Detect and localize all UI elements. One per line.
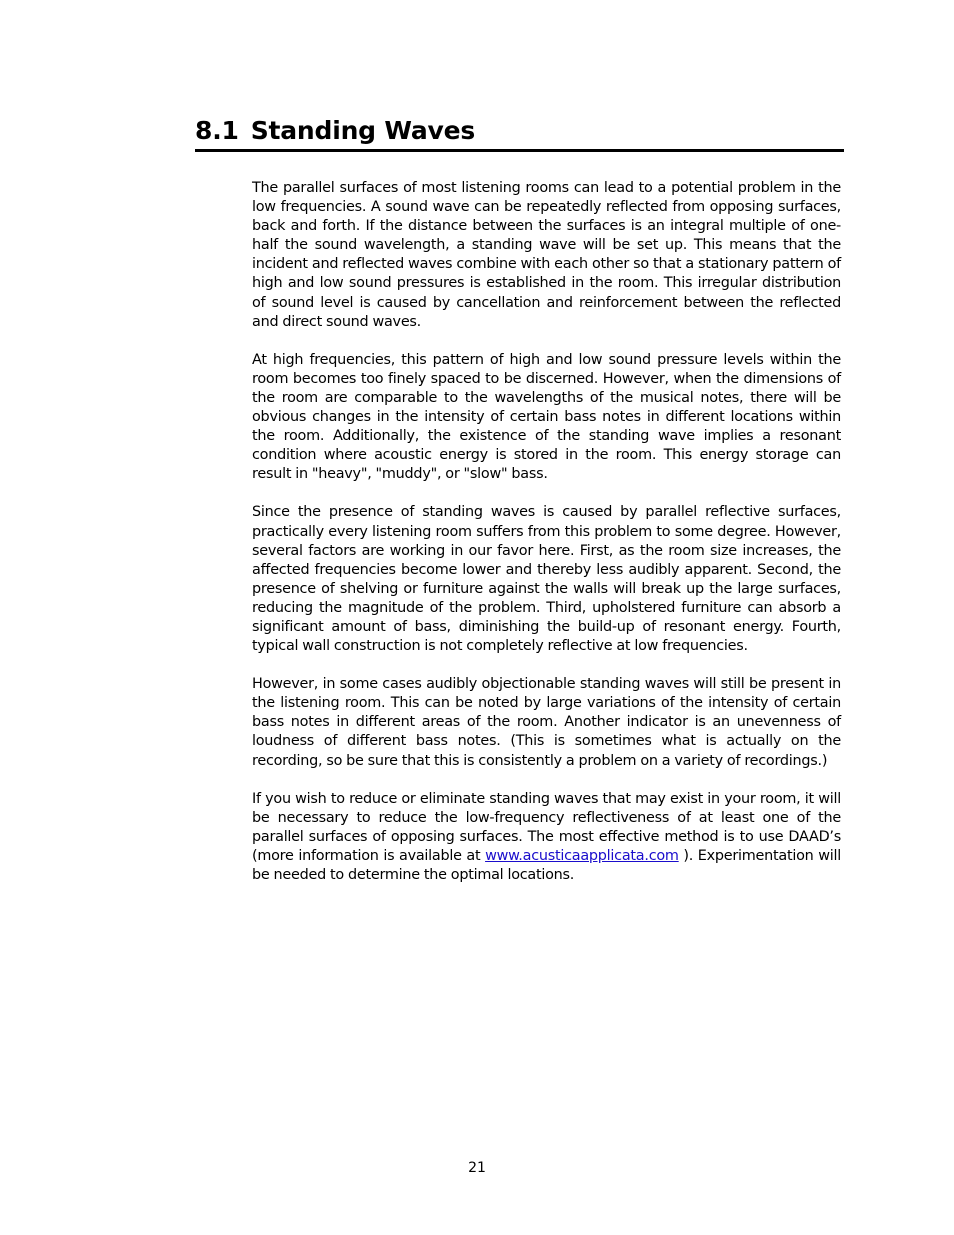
paragraph-5-text-after-link: ). Experimentation will be needed to determine the optimal locations. [252, 847, 841, 883]
paragraph-5 [252, 790, 841, 885]
section-heading [195, 113, 844, 152]
paragraph-3: Since the presence of standing waves is caused by parallel reflective surfaces, practically every listening room suffers from this problem to some degree. However, several factors are working in our favor here. First, as the room size increases, the affected frequencies become lower and thereby less audibly apparent. Second, the presence of shelving or furniture against the walls will break up the large surfaces, reducing the magnitude of the problem. Third, upholstered furniture can absorb a significant amount of bass, diminishing the build-up of resonant energy. Fourth, typical wall construction is not completely reflective at low frequencies. [252, 504, 841, 655]
section-number: 8.1 [195, 116, 239, 145]
paragraph-4: However, in some cases audibly objectionable standing waves will still be present in the listening room. This can be noted by large variations of the intensity of certain bass notes in different areas of the room. Another indicator is an unevenness of loudness of different bass notes. (This is sometimes what is actually on the recording, so be sure that this is consistently a problem on a variety of recordings.) [252, 676, 841, 769]
paragraph-2: At high frequencies, this pattern of high and low sound pressure levels within the room becomes too finely spaced to be discerned. However, when the dimensions of the room are comparable to the wavelengths of the musical notes, there will be obvious changes in the intensity of certain bass notes in different locations within the room. Additionally, the existence of the standing wave implies a resonant condition where acoustic energy is stored in the room. This energy storage can result in "heavy", "muddy", or "slow" bass. [252, 351, 841, 483]
page-number: 21 [468, 1160, 486, 1176]
paragraph-1: The parallel surfaces of most listening rooms can lead to a potential problem in the low frequencies. A sound wave can be repeatedly reflected from opposing surfaces, back and forth. If the distance between the surfaces is an integral multiple of one-half the sound wavelength, a standing wave will be set up. This means that the incident and reflected waves combine with each other so that a stationary pattern of high and low sound pressures is established in the room. This irregular distribution of sound level is caused by cancellation and reinforcement between the reflected and direct sound waves. [252, 180, 841, 330]
paragraph-5-text-before-link: If you wish to reduce or eliminate standing waves that may exist in your room, it will be necessary to reduce the low-frequency reflectiveness of at least one of the parallel surfaces of opposing surfaces. The most effective method is to use DAAD’s (more information is available at [252, 790, 841, 864]
section-title: Standing Waves [250, 116, 476, 145]
body-text [252, 179, 841, 904]
page-title [195, 113, 844, 149]
website-link[interactable]: www.acusticaapplicata.com [485, 847, 679, 864]
